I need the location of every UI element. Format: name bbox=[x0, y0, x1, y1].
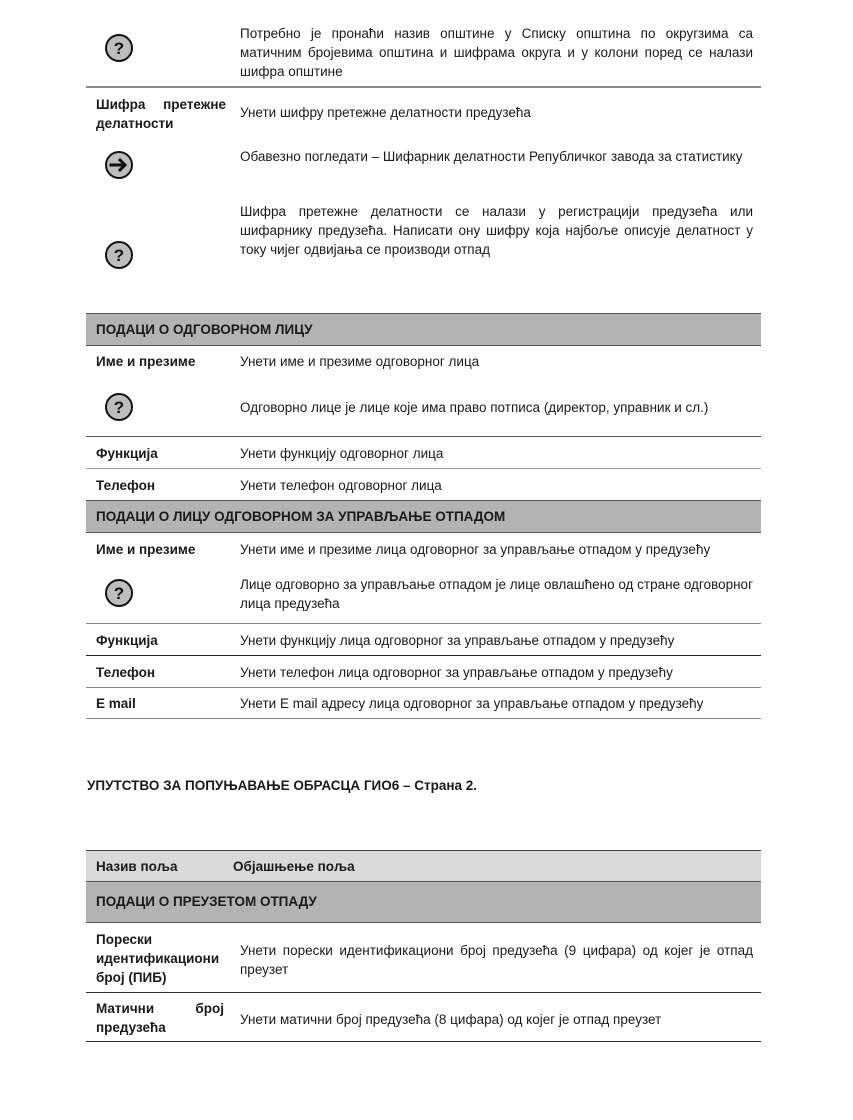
field-desc: Унети функцију лица одговорног за управљање отпадом у предузећу bbox=[240, 633, 675, 648]
field-desc: Унети порески идентификациони број предузећа (9 цифара) од којег је отпад преузет bbox=[240, 943, 753, 977]
section-title: ПОДАЦИ О ПРЕУЗЕТОМ ОТПАДУ bbox=[96, 894, 317, 909]
svg-text:?: ? bbox=[113, 398, 125, 417]
field-label: Име и презиме bbox=[96, 542, 196, 557]
svg-text:?: ? bbox=[113, 246, 125, 265]
field-label: E mail bbox=[96, 696, 136, 711]
activity-code-desc: Унети шифру претежне делатности предузећа bbox=[240, 105, 531, 120]
divider bbox=[86, 718, 761, 719]
responsible-person-hint: Одговорно лице је лице које има право потписа (директор, управник и сл.) bbox=[240, 400, 709, 415]
field-label: Функција bbox=[96, 633, 158, 648]
field-label: Име и презиме bbox=[96, 354, 196, 369]
question-circle-icon bbox=[104, 33, 134, 63]
question-circle-icon bbox=[104, 392, 134, 422]
waste-manager-hint: Лице одговорно за управљање отпадом је лице овлашћено од стране одговорног лица предузећа bbox=[240, 577, 753, 611]
field-desc: Унети телефон лица одговорног за управљање отпадом у предузећу bbox=[240, 665, 673, 680]
section-header-received-waste bbox=[86, 881, 761, 923]
svg-text:?: ? bbox=[113, 584, 125, 603]
column-header-desc: Објашњење поља bbox=[233, 859, 355, 874]
page-title: УПУТСТВО ЗА ПОПУЊАВАЊЕ ОБРАСЦА ГИО6 – Страна 2. bbox=[87, 778, 478, 793]
field-label: Матични број предузећа bbox=[96, 1001, 224, 1035]
divider bbox=[86, 687, 761, 688]
column-header-name: Назив поља bbox=[96, 859, 178, 874]
divider bbox=[86, 436, 761, 437]
divider bbox=[86, 86, 761, 88]
svg-text:?: ? bbox=[113, 39, 125, 58]
section-title: ПОДАЦИ О ЛИЦУ ОДГОВОРНОМ ЗА УПРАВЉАЊЕ ОТПАДОМ bbox=[96, 509, 506, 524]
section-header-waste-manager bbox=[86, 500, 761, 533]
field-label: Телефон bbox=[96, 478, 156, 493]
activity-code-hint: Шифра претежне делатности се налази у регистрацији предузећа или шифарнику предузећа. Написати ону шифру која најбоље описује делатност у току чијег одвијања се производи отпад bbox=[240, 204, 753, 257]
field-label: Телефон bbox=[96, 665, 156, 680]
arrow-right-circle-icon bbox=[104, 150, 134, 180]
field-desc: Унети функцију одговорног лица bbox=[240, 446, 444, 461]
field-desc: Унети име и презиме одговорног лица bbox=[240, 354, 480, 369]
field-label: Порески идентификациони број (ПИБ) bbox=[96, 932, 220, 985]
divider bbox=[86, 992, 761, 993]
question-circle-icon bbox=[104, 578, 134, 608]
municipality-hint: Потребно је пронаћи назив општине у Списку општина по округзима са матичним бројевима општина и шифрама округа и у колони поред се налази шифра општине bbox=[240, 26, 753, 79]
divider bbox=[86, 468, 761, 469]
activity-code-label: Шифра претежне делатности bbox=[96, 97, 226, 131]
divider bbox=[86, 1041, 761, 1042]
divider bbox=[86, 623, 761, 624]
field-desc: Унети E mail адресу лица одговорног за управљање отпадом у предузећу bbox=[240, 696, 704, 711]
field-desc: Унети име и презиме лица одговорног за управљање отпадом у предузећу bbox=[240, 542, 711, 557]
table-column-header bbox=[86, 850, 761, 881]
field-label: Функција bbox=[96, 446, 158, 461]
question-circle-icon bbox=[104, 240, 134, 270]
activity-code-note: Обавезно погледати – Шифарник делатности Републичког завода за статистику bbox=[240, 149, 743, 164]
divider bbox=[86, 655, 761, 656]
section-header-responsible-person bbox=[86, 313, 761, 346]
section-title: ПОДАЦИ О ОДГОВОРНОМ ЛИЦУ bbox=[96, 322, 313, 337]
field-desc: Унети телефон одговорног лица bbox=[240, 478, 442, 493]
field-desc: Унети матични број предузећа (8 цифара) од којег је отпад преузет bbox=[240, 1012, 662, 1027]
